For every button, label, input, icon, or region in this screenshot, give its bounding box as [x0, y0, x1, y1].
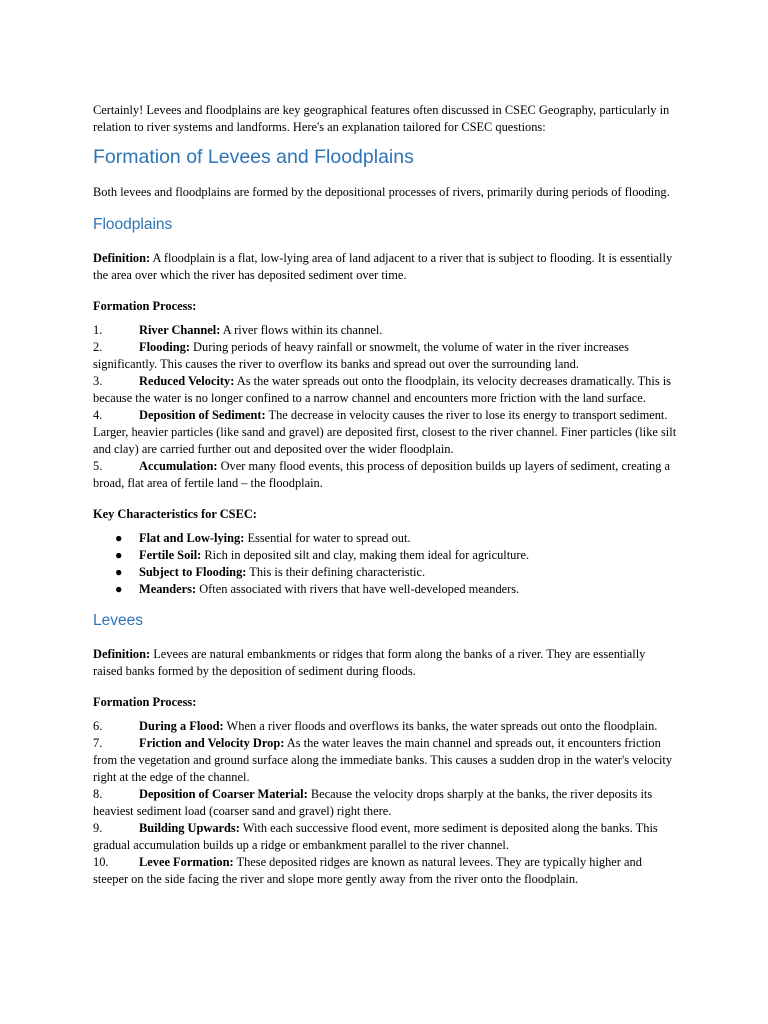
list-item [93, 735, 677, 786]
step-label: Deposition of Sediment: [139, 408, 266, 422]
step-text: As the water spreads out onto the floodplain, its velocity decreases dramatically. This is because the water is no longer confined to a narrow channel and encounters more friction with the land surface. [93, 374, 672, 405]
list-item [93, 564, 677, 581]
document-page [93, 102, 677, 902]
floodplains-process-heading: Formation Process: [93, 299, 197, 313]
list-item [93, 820, 677, 854]
bullet-icon: ● [115, 582, 123, 596]
step-label: During a Flood: [139, 719, 224, 733]
step-number: 1. [93, 323, 103, 337]
bullet-icon: ● [115, 565, 123, 579]
step-label: River Channel: [139, 323, 221, 337]
step-label: Flooding: [139, 340, 190, 354]
list-item [93, 530, 677, 547]
floodplains-definition [93, 250, 677, 284]
step-number: 6. [93, 719, 103, 733]
step-label: Building Upwards: [139, 821, 240, 835]
step-number: 5. [93, 459, 103, 473]
key-characteristics-heading: Key Characteristics for CSEC: [93, 507, 257, 521]
step-label: Deposition of Coarser Material: [139, 787, 308, 801]
item-label: Meanders: [139, 582, 197, 596]
step-text: These deposited ridges are known as natural levees. They are typically higher and steeper on the side facing the river and slope more gently away from the river onto the floodplain. [93, 855, 642, 886]
definition-text: Levees are natural embankments or ridges that form along the banks of a river. They are essentially raised banks formed by the deposition of sediment during floods. [93, 647, 646, 678]
definition-label: Definition: [93, 647, 151, 661]
step-text: During periods of heavy rainfall or snowmelt, the volume of water in the river increases significantly. This causes the river to overflow its banks and spread out over the surrounding land. [93, 340, 629, 371]
list-item [93, 458, 677, 492]
step-number: 10. [93, 855, 109, 869]
step-text: Over many flood events, this process of deposition builds up layers of sediment, creating a broad, flat area of fertile land – the floodplain. [93, 459, 670, 490]
list-item [93, 854, 677, 888]
definition-text: A floodplain is a flat, low-lying area of land adjacent to a river that is subject to flooding. It is essentially the area over which the river has deposited sediment over time. [93, 251, 673, 282]
step-label: Accumulation: [139, 459, 218, 473]
page-title: Formation of Levees and Floodplains [93, 146, 414, 168]
step-text: A river flows within its channel. [220, 323, 383, 337]
step-text: Because the velocity drops sharply at the banks, the river deposits its heaviest sediment load (coarser sand and gravel) right there. [93, 787, 653, 818]
definition-label: Definition: [93, 251, 151, 265]
levees-section [93, 611, 677, 888]
step-text: The decrease in velocity causes the river to lose its energy to transport sediment. Larger, heavier particles (like sand and gravel) are deposited first, closest to the river channel. Finer particles (like silt and clay) are carried further out and deposited over the wider floodplain. [93, 408, 677, 456]
bullet-icon: ● [115, 531, 123, 545]
item-text: This is their defining characteristic. [246, 565, 426, 579]
list-item [93, 339, 677, 373]
step-text: As the water leaves the main channel and spreads out, it encounters friction from the vegetation and ground surface along the immediate banks. This causes a sudden drop in the water's velocity right at the edge of the channel. [93, 736, 673, 784]
step-number: 3. [93, 374, 103, 388]
levees-heading: Levees [93, 612, 143, 629]
key-characteristics-list [93, 530, 677, 598]
list-item [93, 718, 677, 735]
item-text: Essential for water to spread out. [244, 531, 411, 545]
bullet-icon: ● [115, 548, 123, 562]
item-text: Rich in deposited silt and clay, making them ideal for agriculture. [201, 548, 530, 562]
lead-paragraph: Both levees and floodplains are formed by the depositional processes of rivers, primarily during periods of flooding. [93, 185, 670, 199]
floodplains-steps [93, 322, 677, 492]
step-number: 7. [93, 736, 103, 750]
item-label: Flat and Low-lying: [139, 531, 245, 545]
list-item [93, 786, 677, 820]
item-text: Often associated with rivers that have well-developed meanders. [196, 582, 520, 596]
list-item [93, 581, 677, 598]
item-label: Subject to Flooding: [139, 565, 247, 579]
step-label: Reduced Velocity: [139, 374, 235, 388]
step-text: When a river floods and overflows its banks, the water spreads out onto the floodplain. [223, 719, 658, 733]
list-item [93, 322, 677, 339]
list-item [93, 373, 677, 407]
step-number: 8. [93, 787, 103, 801]
levees-definition [93, 646, 677, 680]
step-number: 2. [93, 340, 103, 354]
list-item [93, 547, 677, 564]
step-number: 9. [93, 821, 103, 835]
intro-paragraph: Certainly! Levees and floodplains are key geographical features often discussed in CSEC Geography, particularly in relation to river systems and landforms. Here's an explanation tailored for CSEC questions: [93, 103, 670, 134]
step-text: With each successive flood event, more sediment is deposited along the banks. This gradual accumulation builds up a ridge or embankment parallel to the river channel. [93, 821, 658, 852]
item-label: Fertile Soil: [139, 548, 202, 562]
list-item [93, 407, 677, 458]
floodplains-section [93, 215, 677, 598]
floodplains-heading: Floodplains [93, 216, 173, 233]
levees-steps [93, 718, 677, 888]
levees-process-heading: Formation Process: [93, 695, 197, 709]
step-number: 4. [93, 408, 103, 422]
step-label: Levee Formation: [139, 855, 234, 869]
step-label: Friction and Velocity Drop: [139, 736, 285, 750]
